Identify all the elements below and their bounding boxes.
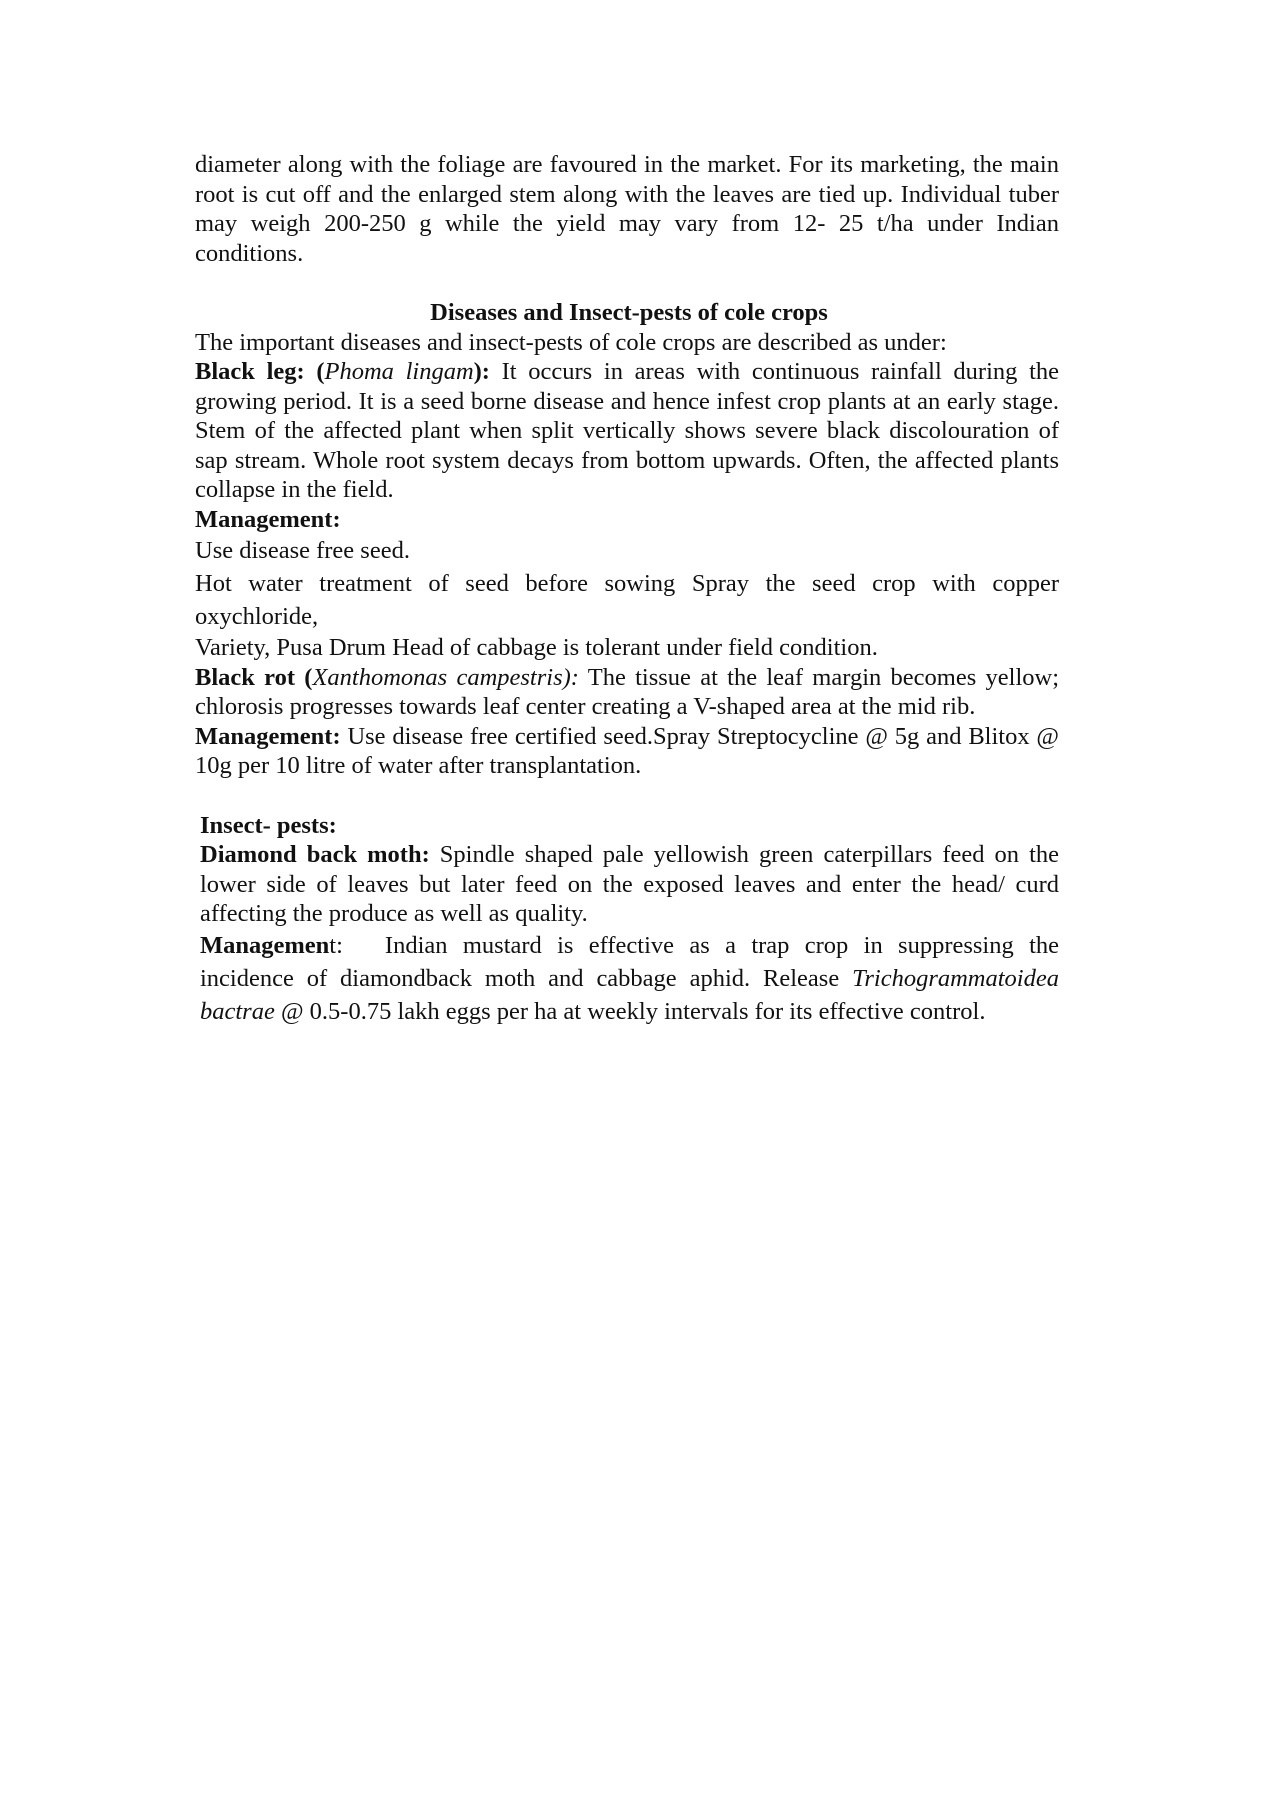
section-heading: Diseases and Insect-pests of cole crops xyxy=(430,299,828,326)
diamond-back-moth-text: Spindle shaped pale yellowish green caterpillars feed on the lower side of leaves but later feed on the exposed leaves and enter the head/ curd affecting the produce as well as quality. xyxy=(200,841,1060,927)
black-leg-pathogen: Phoma lingam xyxy=(324,358,474,385)
diamond-back-moth-paragraph xyxy=(200,840,1059,929)
black-rot-text: The tissue at the leaf margin becomes yellow; chlorosis progresses towards leaf center creating a V-shaped area at the mid rib. xyxy=(195,663,1059,720)
black-leg-label: Black leg: ( xyxy=(195,358,325,385)
black-rot-paragraph xyxy=(195,663,1059,722)
black-rot-management-text: Use disease free certified seed.Spray Streptocycline @ 5g and Blitox @ 10g per 10 litre of water after transplantation. xyxy=(195,722,1059,779)
insect-management-species: Trichogrammatoidea bactrae xyxy=(200,964,1059,1025)
insect-management-paragraph xyxy=(200,929,1059,1028)
section-intro: The important diseases and insect-pests of cole crops are described as under: xyxy=(195,328,947,356)
black-rot-pathogen: Xanthomonas campestris): xyxy=(312,663,579,691)
insect-management-text-1: Indian mustard is effective as a trap crop in suppressing the incidence of diamondback moth and cabbage aphid. Release xyxy=(200,931,1059,992)
black-rot-label: Black rot ( xyxy=(195,663,313,691)
spacer xyxy=(195,268,1059,298)
document-page xyxy=(195,150,1059,1028)
black-rot-management xyxy=(195,722,1059,781)
insect-pests-heading: Insect- pests: xyxy=(200,811,337,839)
spacer xyxy=(195,781,1059,811)
intro-paragraph: diameter along with the foliage are favoured in the market. For its marketing, the main root is cut off and the enlarged stem along with the leaves are tied up. Individual tuber may weigh 200-250 g while the yield may vary from 12- 25 t/ha under Indian conditions. xyxy=(195,151,1059,267)
black-leg-management-heading: Management: xyxy=(195,505,341,533)
diamond-back-moth-label: Diamond back moth: xyxy=(200,841,430,868)
insect-pests-section xyxy=(195,811,1059,1028)
management-item-3: Variety, Pusa Drum Head of cabbage is tolerant under field condition. xyxy=(195,634,878,661)
insect-management-label-rest: t: xyxy=(329,931,343,959)
insect-management-label: Managemen xyxy=(200,931,330,959)
black-rot-management-heading: Management: xyxy=(195,722,341,750)
insect-management-text-2: @ 0.5-0.75 lakh eggs per ha at weekly intervals for its effective control. xyxy=(274,997,986,1025)
black-leg-paragraph xyxy=(195,357,1059,505)
black-leg-label-end: ): xyxy=(473,358,490,385)
management-item-2: Hot water treatment of seed before sowing Spray the seed crop with copper oxychloride, xyxy=(195,570,1059,630)
black-leg-text: It occurs in areas with continuous rainfall during the growing period. It is a seed borne disease and hence infest crop plants at an early stage. Stem of the affected plant when split vertically shows severe black discolouration of sap stream. Whole root system decays from bottom upwards. Often, the affected plants collapse in the field. xyxy=(195,358,1059,503)
management-item-1: Use disease free seed. xyxy=(195,537,410,564)
